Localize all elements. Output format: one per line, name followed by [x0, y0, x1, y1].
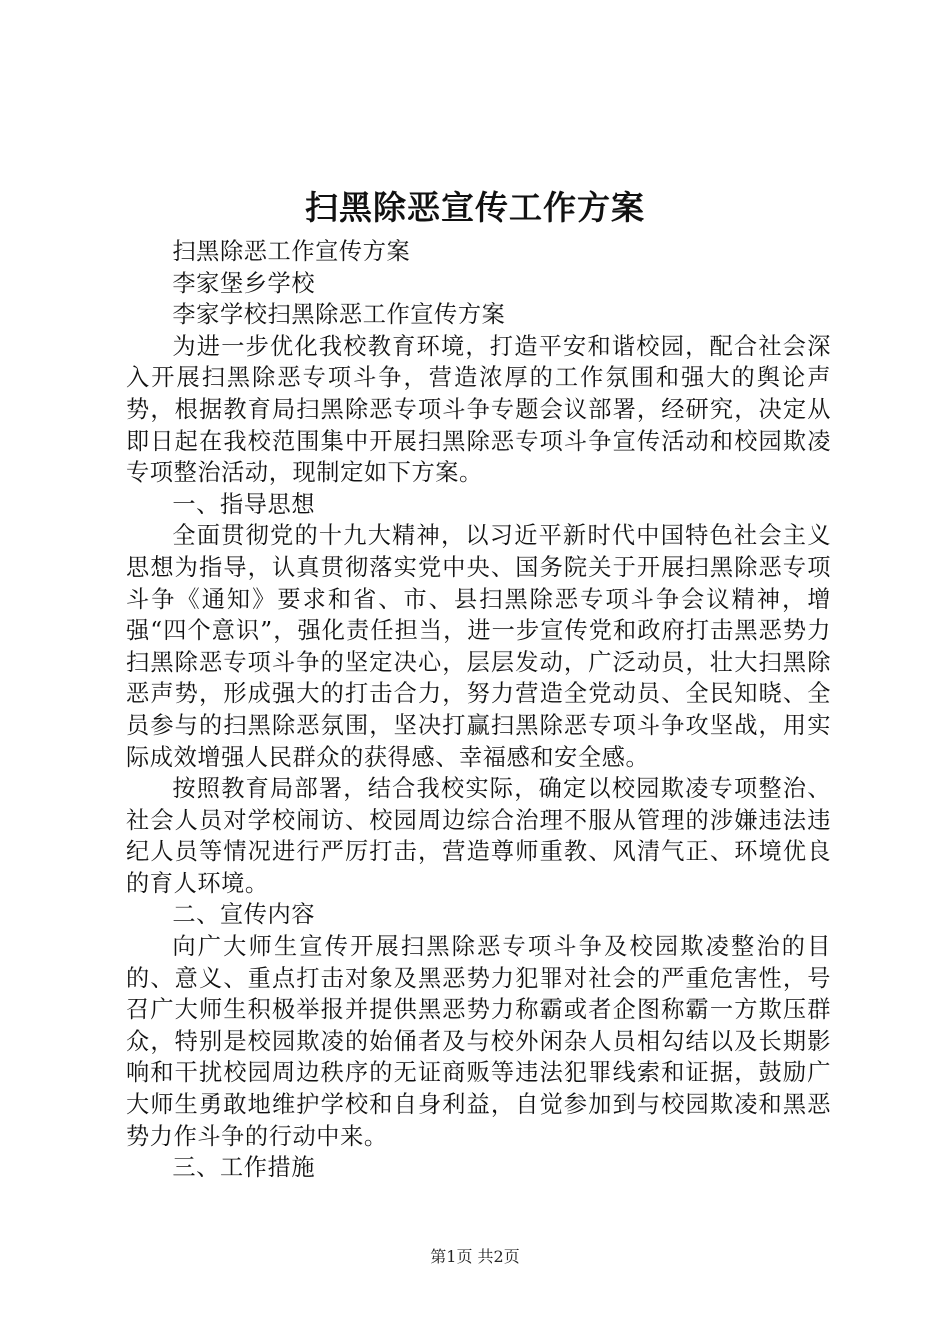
section-heading-work-measures: 三、工作措施 — [172, 1154, 316, 1182]
intro-paragraph: 为进一步优化我校教育环境，打造平安和谐校园，配合社会深入开展扫黑除恶专项斗争，营造浓厚的工作氛围和强大的舆论声势，根据教育局扫黑除恶专项斗争专题会议部署，经研究，决定从即日起在我校范围集中开展扫黑除恶专项斗争宣传活动和校园欺凌专项整治活动，现制定如下方案。 — [126, 332, 831, 487]
plan-name-line: 李家学校扫黑除恶工作宣传方案 — [172, 301, 506, 329]
subtitle-line: 扫黑除恶工作宣传方案 — [172, 238, 411, 265]
school-name-line: 李家堡乡学校 — [172, 269, 316, 297]
document-body — [126, 236, 831, 1184]
publicity-content-paragraph: 向广大师生宣传开展扫黑除恶专项斗争及校园欺凌整治的目的、意义、重点打击对象及黑恶势力犯罪对社会的严重危害性，号召广大师生积极举报并提供黑恶势力称霸或者企图称霸一方欺压群众，特别是校园欺凌的始俑者及与校外闲杂人员相勾结以及长期影响和干扰校园周边秩序的无证商贩等违法犯罪线索和证据，鼓励广大师生勇敢地维护学校和自身利益，自觉参加到与校园欺凌和黑恶势力作斗争的行动中来。 — [126, 933, 831, 1150]
page-indicator: 第1页 共2页 — [430, 1247, 520, 1266]
document-title: 扫黑除恶宣传工作方案 — [305, 188, 645, 227]
section-heading-publicity-content: 二、宣传内容 — [172, 901, 316, 929]
section-heading-guiding-thought: 一、指导思想 — [172, 490, 316, 518]
guiding-thought-paragraph: 全面贯彻党的十九大精神，以习近平新时代中国特色社会主义思想为指导，认真贯彻落实党中央、国务院关于开展扫黑除恶专项斗争《通知》要求和省、市、县扫黑除恶专项斗争会议精神，增强“四个意识”，强化责任担当，进一步宣传党和政府打击黑恶势力扫黑除恶专项斗争的坚定决心，层层发动，广泛动员，壮大扫黑除恶声势，形成强大的打击合力，努力营造全党动员、全民知晓、全员参与的扫黑除恶氛围，坚决打赢扫黑除恶专项斗争攻坚战，用实际成效增强人民群众的获得感、幸福感和安全感。 — [126, 522, 831, 771]
deployment-paragraph: 按照教育局部署，结合我校实际，确定以校园欺凌专项整治、社会人员对学校闹访、校园周边综合治理不服从管理的涉嫌违法违纪人员等情况进行严厉打击，营造尊师重教、风清气正、环境优良的育人环境。 — [126, 775, 831, 897]
